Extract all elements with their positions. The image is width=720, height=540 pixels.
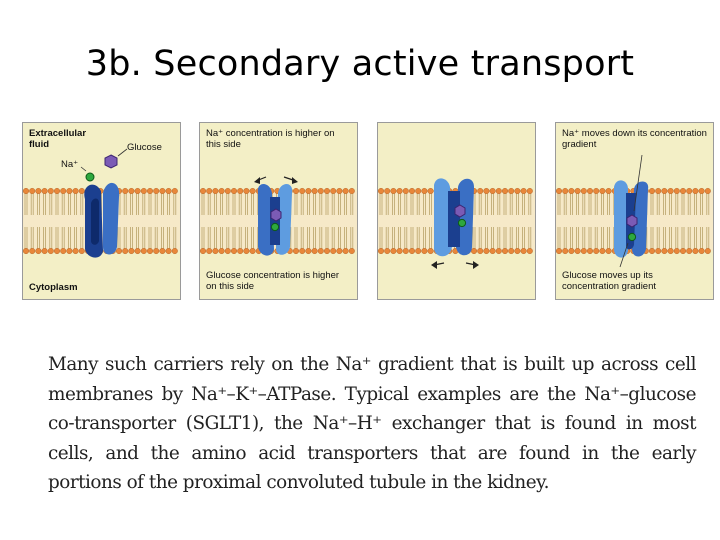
sodium-label: Na⁺ — [61, 159, 79, 170]
glucose-molecule — [105, 155, 117, 168]
glucose-molecule — [271, 209, 281, 221]
panel-3 — [377, 122, 536, 300]
panel-2-top-caption: Na⁺ concentration is higher on this side — [206, 128, 335, 150]
sodium-ion — [458, 219, 465, 226]
glucose-label: Glucose — [127, 142, 162, 153]
panel-4-bottom-caption: Glucose moves up its concentration gradient — [562, 270, 657, 292]
extracellular-fluid-label: Extracellular fluid — [29, 128, 87, 150]
sodium-ion — [86, 173, 94, 181]
transport-figure — [22, 122, 712, 302]
panel-3-drawing — [378, 123, 535, 299]
panel-2-bottom-caption: Glucose concentration is higher on this side — [206, 270, 340, 292]
panel-1 — [22, 122, 181, 300]
slide-title: 3b. Secondary active transport — [85, 44, 635, 84]
sodium-ion — [628, 233, 635, 240]
sodium-ion — [271, 223, 278, 230]
panel-2 — [199, 122, 358, 300]
body-paragraph: Many such carriers rely on the Na⁺ gradient that is built up across cell membranes by Na⁺–K⁺–ATPase. Typical examples are the Na⁺–glucose co-transporter (SGLT1), the Na⁺–H⁺ exchanger that is found in most cells, and the amino acid transporters that are found in the early portions of the proximal convoluted tubule in the kidney. — [48, 354, 696, 494]
panel-4-top-caption: Na⁺ moves down its concentration gradient — [562, 128, 707, 150]
glucose-molecule — [455, 205, 465, 217]
cytoplasm-label: Cytoplasm — [29, 282, 78, 293]
glucose-molecule — [627, 215, 637, 227]
panel-4 — [555, 122, 714, 300]
